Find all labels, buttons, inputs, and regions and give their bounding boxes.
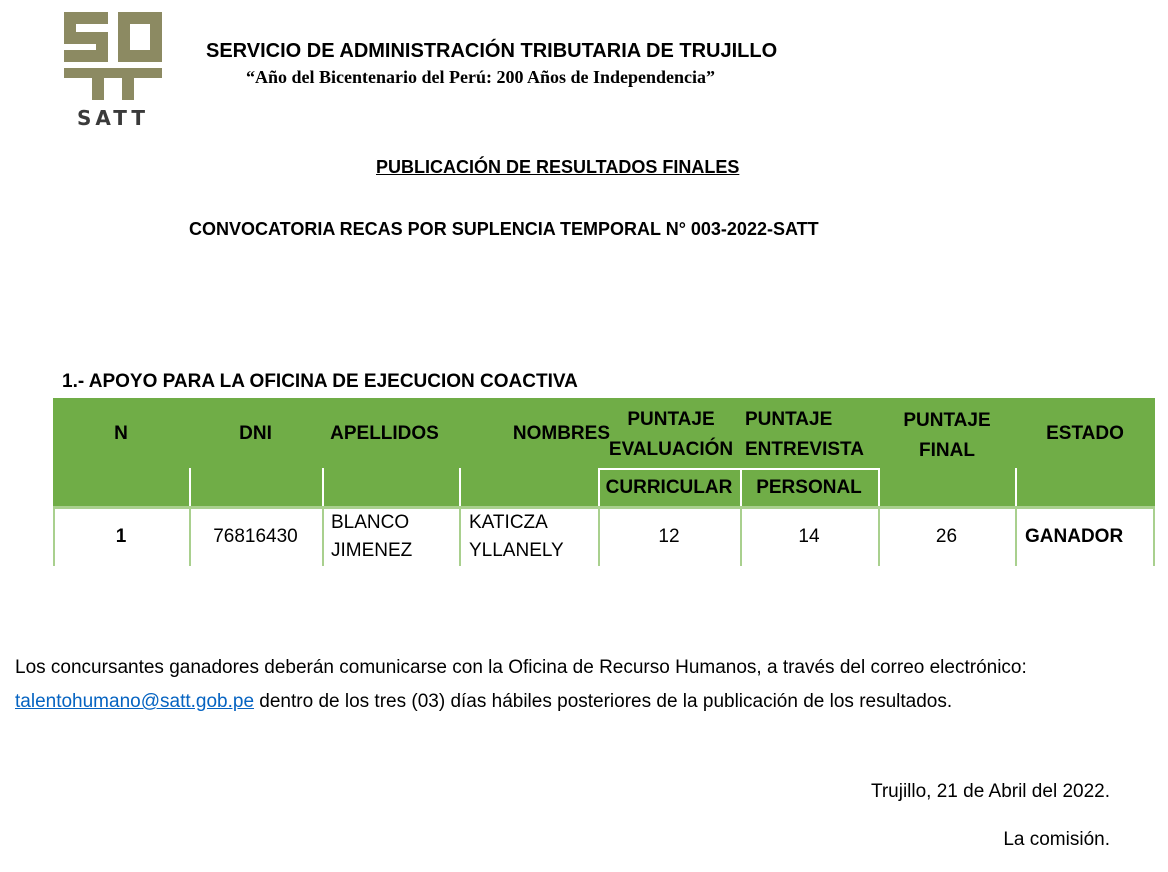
cell-curricular: 12 — [658, 526, 680, 547]
convocatoria-title: CONVOCATORIA RECAS POR SUPLENCIA TEMPORAL N° 003-2022-SATT — [189, 219, 819, 239]
col-header-nombres: NOMBRES — [512, 423, 610, 444]
section-title: 1.- APOYO PARA LA OFICINA DE EJECUCION COACTIVA — [62, 371, 578, 392]
cell-n: 1 — [115, 526, 127, 547]
publication-title: PUBLICACIÓN DE RESULTADOS FINALES — [376, 157, 740, 177]
cell-estado: GANADOR — [1025, 526, 1124, 547]
col-header-curricular: PUNTAJE EVALUACIÓN — [608, 409, 734, 460]
col-header-curricular-sub: CURRICULAR — [605, 477, 733, 498]
satt-logo-mark — [64, 12, 162, 100]
satt-logo — [62, 12, 164, 130]
notice-line-1: Los concursantes ganadores deberán comunicarse con la Oficina de Recurso Humanos, a través del correo electrónico: — [15, 657, 1027, 678]
col-header-apellidos: APELLIDOS — [330, 423, 439, 444]
email-link[interactable]: talentohumano@satt.gob.pe — [15, 691, 255, 712]
col-header-final: PUNTAJE FINAL — [903, 410, 991, 461]
notice-paragraph — [15, 651, 1135, 719]
col-header-n: N — [114, 423, 128, 444]
results-table — [53, 398, 1155, 566]
satt-logo-wordmark: SATT — [76, 106, 150, 130]
year-motto: “Año del Bicentenario del Perú: 200 Años de Independencia” — [246, 67, 716, 87]
cell-dni: 76816430 — [213, 526, 298, 547]
signature: La comisión. — [1003, 829, 1110, 850]
date-line: Trujillo, 21 de Abril del 2022. — [870, 781, 1110, 802]
col-header-estado: ESTADO — [1046, 423, 1124, 444]
col-header-entrevista: PUNTAJE ENTREVISTA — [745, 409, 864, 460]
cell-apellidos: BLANCO JIMENEZ — [331, 512, 413, 561]
cell-final: 26 — [935, 526, 958, 547]
cell-nombres: KATICZA YLLANELY — [469, 512, 564, 561]
col-header-dni: DNI — [239, 423, 272, 444]
col-header-entrevista-sub: PERSONAL — [756, 477, 862, 498]
organization-name: SERVICIO DE ADMINISTRACIÓN TRIBUTARIA DE TRUJILLO — [206, 40, 778, 62]
notice-line-2: dentro de los tres (03) días hábiles posteriores de la publicación de los resultados. — [254, 691, 953, 712]
cell-entrevista: 14 — [798, 526, 820, 547]
